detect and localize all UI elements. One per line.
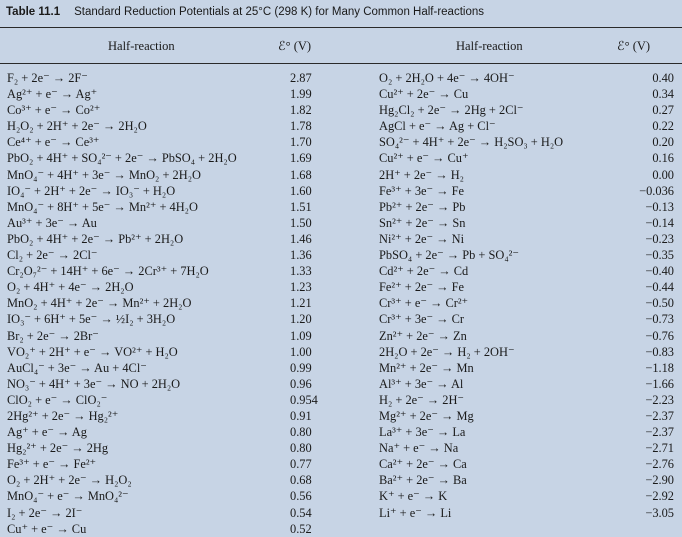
potential-value: 0.80 — [290, 425, 312, 440]
potential-value: 1.00 — [290, 344, 312, 359]
table-row — [379, 505, 677, 521]
potential-value: 0.80 — [290, 441, 312, 456]
half-reaction: H₂ + 2e⁻ → 2H⁻ — [379, 392, 464, 407]
table-row — [7, 505, 352, 521]
table-row — [379, 183, 677, 199]
table-row — [379, 472, 677, 488]
potential-value: 1.20 — [290, 312, 312, 327]
potential-value: −2.76 — [645, 457, 674, 472]
table-row — [379, 376, 677, 392]
table-row — [7, 472, 352, 488]
half-reaction: Au³⁺ + 3e⁻ → Au — [7, 215, 97, 230]
half-reaction: Ba²⁺ + 2e⁻ → Ba — [379, 473, 467, 488]
half-reaction: Mn²⁺ + 2e⁻ → Mn — [379, 360, 474, 375]
half-reaction: O₂ + 2H⁺ + 2e⁻ → H₂O₂ — [7, 473, 132, 488]
header-rule — [0, 63, 682, 64]
table-row — [7, 488, 352, 504]
potential-value: 0.56 — [290, 489, 312, 504]
potential-value: 0.40 — [652, 71, 674, 85]
table-row — [379, 199, 677, 215]
potential-value: −2.37 — [645, 425, 674, 440]
half-reaction: Cr³⁺ + e⁻ → Cr²⁺ — [379, 296, 469, 311]
half-reaction: AuCl₄⁻ + 3e⁻ → Au + 4Cl⁻ — [7, 360, 147, 375]
table-row — [379, 263, 677, 279]
table-title: Standard Reduction Potentials at 25°C (298 K) for Many Common Half-reactions — [74, 6, 484, 18]
table-row — [379, 279, 677, 295]
potential-value: 0.00 — [652, 167, 674, 182]
half-reaction: Fe³⁺ + 3e⁻ → Fe — [379, 183, 465, 198]
half-reaction: Fe²⁺ + 2e⁻ → Fe — [379, 280, 465, 295]
half-reaction: Cu²⁺ + 2e⁻ → Cu — [379, 87, 469, 102]
half-reaction: Na⁺ + e⁻ → Na — [379, 441, 459, 456]
half-reaction: Sn²⁺ + 2e⁻ → Sn — [379, 215, 466, 230]
potential-value: 1.09 — [290, 328, 312, 343]
potential-value: 1.60 — [290, 183, 312, 198]
table-row — [7, 134, 352, 150]
potential-value: −0.14 — [645, 215, 674, 230]
potential-value: 1.69 — [290, 151, 312, 166]
potential-value: −0.13 — [645, 199, 674, 214]
half-reaction: AgCl + e⁻ → Ag + Cl⁻ — [379, 119, 496, 134]
table-row — [379, 231, 677, 247]
half-reaction: Zn²⁺ + 2e⁻ → Zn — [379, 328, 467, 343]
header-reaction-right: Half-reaction — [456, 39, 523, 53]
table-row — [379, 344, 677, 360]
half-reaction: Cl₂ + 2e⁻ → 2Cl⁻ — [7, 248, 98, 263]
table-row — [379, 167, 677, 183]
potential-value: −1.18 — [645, 360, 674, 375]
potential-value: −3.05 — [645, 505, 674, 520]
table-row — [379, 102, 677, 118]
potential-value: −0.23 — [645, 231, 674, 246]
potential-value: 0.22 — [652, 119, 674, 134]
potential-value: 1.50 — [290, 215, 312, 230]
table-row — [379, 360, 677, 376]
table-row — [379, 456, 677, 472]
half-reaction: MnO₄⁻ + 8H⁺ + 5e⁻ → Mn²⁺ + 4H₂O — [7, 199, 198, 214]
potential-value: 1.99 — [290, 87, 312, 102]
half-reaction: I₂ + 2e⁻ → 2I⁻ — [7, 505, 83, 520]
table-number: Table 11.1 — [6, 6, 61, 18]
table-row — [379, 150, 677, 166]
potential-value: 1.36 — [290, 248, 312, 263]
potential-value: 0.34 — [652, 87, 674, 102]
table-row — [7, 247, 352, 263]
potential-value: 1.78 — [290, 119, 312, 134]
potential-value: 1.46 — [290, 231, 312, 246]
table-row — [7, 167, 352, 183]
half-reaction: MnO₂ + 4H⁺ + 2e⁻ → Mn²⁺ + 2H₂O — [7, 296, 192, 311]
half-reaction: Hg₂Cl₂ + 2e⁻ → 2Hg + 2Cl⁻ — [379, 103, 524, 118]
table-row — [379, 70, 677, 86]
table-row — [7, 70, 352, 86]
half-reaction: Fe³⁺ + e⁻ → Fe²⁺ — [7, 457, 97, 472]
potential-value: 0.77 — [290, 457, 312, 472]
half-reaction: IO₃⁻ + 6H⁺ + 5e⁻ → ½I₂ + 3H₂O — [7, 312, 176, 327]
table-row — [7, 392, 352, 408]
potential-value: 2.87 — [290, 71, 312, 85]
half-reaction: F₂ + 2e⁻ → 2F⁻ — [7, 71, 88, 85]
potential-value: −0.50 — [645, 296, 674, 311]
potential-value: −0.40 — [645, 264, 674, 279]
half-reaction: H₂O₂ + 2H⁺ + 2e⁻ → 2H₂O — [7, 119, 147, 134]
table-row — [7, 408, 352, 424]
table-row — [7, 424, 352, 440]
table-row — [379, 86, 677, 102]
half-reaction: Pb²⁺ + 2e⁻ → Pb — [379, 199, 466, 214]
half-reaction: Ni²⁺ + 2e⁻ → Ni — [379, 231, 465, 246]
table-row — [379, 392, 677, 408]
table-row — [7, 150, 352, 166]
half-reaction: 2H₂O + 2e⁻ → H₂ + 2OH⁻ — [379, 344, 515, 359]
half-reaction: PbO₂ + 4H⁺ + 2e⁻ → Pb²⁺ + 2H₂O — [7, 231, 184, 246]
potential-value: 0.27 — [652, 103, 674, 118]
potential-value: 1.23 — [290, 280, 312, 295]
half-reaction: ClO₂ + e⁻ → ClO₂⁻ — [7, 392, 108, 407]
table-row — [7, 440, 352, 456]
table-row — [7, 376, 352, 392]
half-reaction: Co³⁺ + e⁻ → Co²⁺ — [7, 103, 101, 118]
table-row — [7, 344, 352, 360]
table-row — [379, 311, 677, 327]
half-reaction: O₂ + 2H₂O + 4e⁻ → 4OH⁻ — [379, 71, 515, 85]
half-reaction: VO₂⁺ + 2H⁺ + e⁻ → VO²⁺ + H₂O — [7, 344, 178, 359]
half-reaction: Al³⁺ + 3e⁻ → Al — [379, 376, 464, 391]
half-reaction: PbSO₄ + 2e⁻ → Pb + SO₄²⁻ — [379, 248, 519, 263]
table-row — [7, 279, 352, 295]
potential-value: 0.954 — [290, 392, 318, 407]
table-row — [7, 231, 352, 247]
table-row — [7, 86, 352, 102]
table-row — [379, 440, 677, 456]
half-reaction: K⁺ + e⁻ → K — [379, 489, 448, 504]
table-row — [7, 360, 352, 376]
table-row — [7, 263, 352, 279]
right-column — [379, 70, 677, 521]
table-row — [7, 215, 352, 231]
table-row — [7, 199, 352, 215]
half-reaction: MnO₄⁻ + e⁻ → MnO₄²⁻ — [7, 489, 129, 504]
half-reaction: 2H⁺ + 2e⁻ → H₂ — [379, 167, 464, 182]
table-row — [379, 408, 677, 424]
potential-value: −0.83 — [645, 344, 674, 359]
table-row — [379, 118, 677, 134]
potential-value: 0.99 — [290, 360, 312, 375]
header-reaction-left: Half-reaction — [108, 39, 175, 53]
potential-value: −2.92 — [645, 489, 674, 504]
left-column — [7, 70, 352, 537]
half-reaction: Cu²⁺ + e⁻ → Cu⁺ — [379, 151, 469, 166]
half-reaction: Br₂ + 2e⁻ → 2Br⁻ — [7, 328, 99, 343]
potential-value: −2.23 — [645, 392, 674, 407]
potential-value: −0.44 — [645, 280, 674, 295]
half-reaction: SO₄²⁻ + 4H⁺ + 2e⁻ → H₂SO₃ + H₂O — [379, 135, 564, 150]
half-reaction: MnO₄⁻ + 4H⁺ + 3e⁻ → MnO₂ + 2H₂O — [7, 167, 201, 182]
potential-value: 0.96 — [290, 376, 312, 391]
half-reaction: 2Hg²⁺ + 2e⁻ → Hg₂²⁺ — [7, 408, 119, 423]
table-row — [7, 295, 352, 311]
table-row — [379, 488, 677, 504]
half-reaction: O₂ + 4H⁺ + 4e⁻ → 2H₂O — [7, 280, 134, 295]
potential-value: 0.54 — [290, 505, 312, 520]
potential-value: 0.20 — [652, 135, 674, 150]
table-row — [379, 247, 677, 263]
potential-value: −0.35 — [645, 248, 674, 263]
half-reaction: Cr³⁺ + 3e⁻ → Cr — [379, 312, 465, 327]
half-reaction: Cu⁺ + e⁻ → Cu — [7, 521, 87, 536]
potential-value: −2.37 — [645, 408, 674, 423]
table-row — [379, 134, 677, 150]
table-row — [7, 118, 352, 134]
half-reaction: Ag⁺ + e⁻ → Ag — [7, 425, 87, 440]
table-row — [7, 102, 352, 118]
half-reaction: Cr₂O₇²⁻ + 14H⁺ + 6e⁻ → 2Cr³⁺ + 7H₂O — [7, 264, 209, 279]
table-caption — [0, 0, 682, 24]
potential-value: −2.71 — [645, 441, 674, 456]
table-row — [379, 424, 677, 440]
potential-value: 0.91 — [290, 408, 312, 423]
potential-value: 1.21 — [290, 296, 312, 311]
half-reaction: La³⁺ + 3e⁻ → La — [379, 425, 466, 440]
header-potential-right: ℰ° (V) — [617, 39, 651, 53]
table-row — [7, 311, 352, 327]
table-row — [7, 183, 352, 199]
table-row — [7, 328, 352, 344]
half-reaction: Ag²⁺ + e⁻ → Ag⁺ — [7, 87, 98, 102]
table-row — [7, 456, 352, 472]
potential-value: 1.51 — [290, 199, 312, 214]
potential-value: 0.68 — [290, 473, 312, 488]
half-reaction: Ce⁴⁺ + e⁻ → Ce³⁺ — [7, 135, 100, 150]
potential-value: 1.70 — [290, 135, 312, 150]
potential-value: −0.73 — [645, 312, 674, 327]
half-reaction: Li⁺ + e⁻ → Li — [379, 505, 452, 520]
table-row — [379, 295, 677, 311]
half-reaction: Mg²⁺ + 2e⁻ → Mg — [379, 408, 474, 423]
potential-value: 1.82 — [290, 103, 312, 118]
potential-value: −0.76 — [645, 328, 674, 343]
half-reaction: IO₄⁻ + 2H⁺ + 2e⁻ → IO₃⁻ + H₂O — [7, 183, 176, 198]
table-row — [379, 328, 677, 344]
top-rule — [0, 27, 682, 28]
potential-value: −2.90 — [645, 473, 674, 488]
half-reaction: Ca²⁺ + 2e⁻ → Ca — [379, 457, 467, 472]
potential-value: 0.16 — [652, 151, 674, 166]
potential-value: 1.33 — [290, 264, 312, 279]
potential-value: −0.036 — [639, 183, 674, 198]
half-reaction: Hg₂²⁺ + 2e⁻ → 2Hg — [7, 441, 109, 456]
potential-value: 0.52 — [290, 521, 312, 536]
half-reaction: PbO₂ + 4H⁺ + SO₄²⁻ + 2e⁻ → PbSO₄ + 2H₂O — [7, 151, 237, 166]
half-reaction: Cd²⁺ + 2e⁻ → Cd — [379, 264, 469, 279]
potential-value: −1.66 — [645, 376, 674, 391]
potential-value: 1.68 — [290, 167, 312, 182]
table-row — [379, 215, 677, 231]
half-reaction: NO₃⁻ + 4H⁺ + 3e⁻ → NO + 2H₂O — [7, 376, 181, 391]
header-potential-left: ℰ° (V) — [278, 39, 312, 53]
